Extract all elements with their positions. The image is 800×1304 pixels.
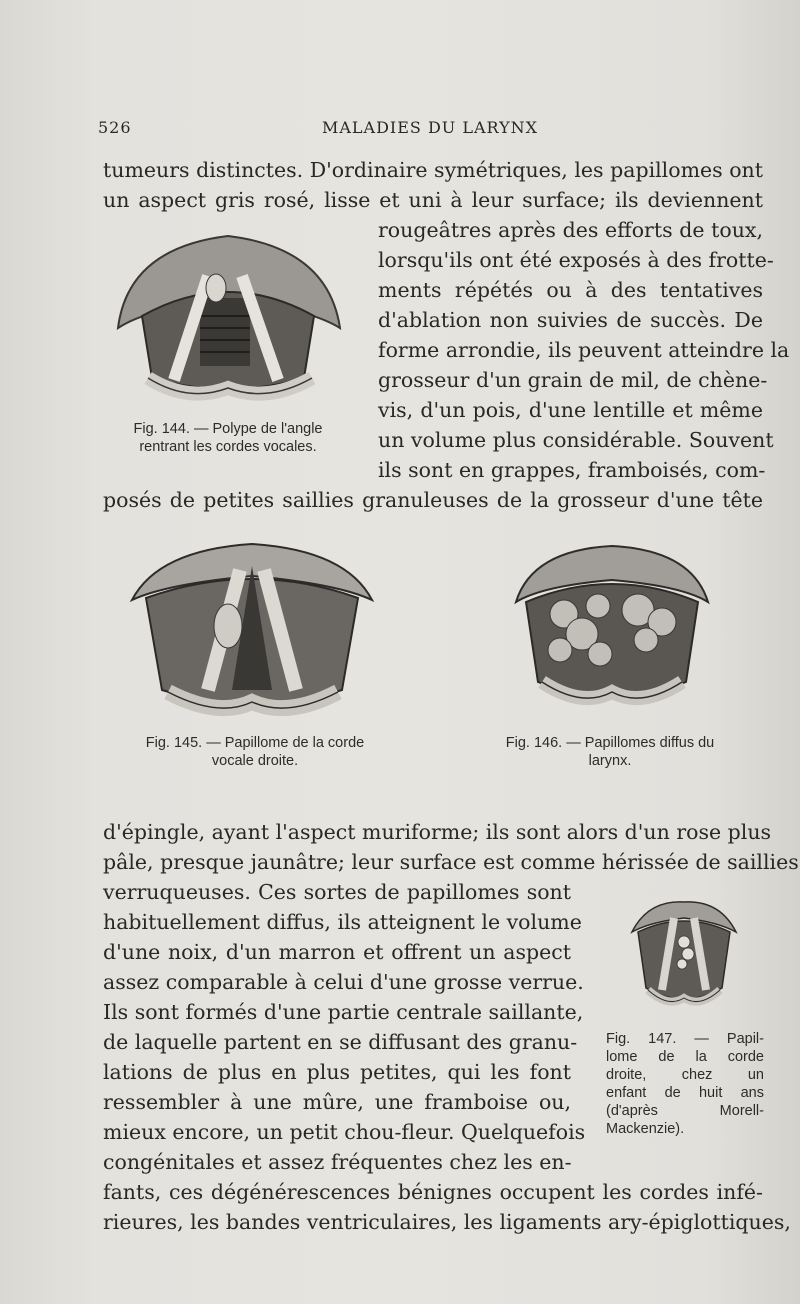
figure-144-illustration — [108, 228, 348, 408]
text-line: posés de petites saillies granuleuses de la grosseur d'une tête — [103, 488, 763, 512]
text-line: rougeâtres après des efforts de toux, — [378, 218, 763, 242]
text-line: tumeurs distinctes. D'ordinaire symétriques, les papillomes ont — [103, 158, 763, 182]
caption-line: (d'après Morell- — [606, 1103, 764, 1119]
text-line: habituellement diffus, ils atteignent le volume — [103, 910, 582, 934]
text-line: pâle, presque jaunâtre; leur surface est comme hérissée de saillies — [103, 850, 799, 874]
text-line: d'ablation non suivies de succès. De — [378, 308, 763, 332]
text-line: d'épingle, ayant l'aspect muriforme; ils sont alors d'un rose plus — [103, 820, 772, 844]
caption-line: Fig. 144. — Polype de l'angle — [133, 421, 323, 437]
text-line: forme arrondie, ils peuvent atteindre la — [378, 338, 790, 362]
text-line: ressembler à une mûre, une framboise ou, — [103, 1090, 571, 1114]
text-line: Ils sont formés d'une partie centrale saillante, — [103, 1000, 584, 1024]
text-line: grosseur d'un grain de mil, de chène- — [378, 368, 768, 392]
figure-144-caption — [100, 420, 356, 456]
text-line: d'une noix, d'un marron et offrent un aspect — [103, 940, 571, 964]
text-line: de laquelle partent en se diffusant des granu- — [103, 1030, 578, 1054]
caption-line: lome de la corde — [606, 1049, 764, 1065]
figure-146-illustration — [512, 542, 712, 712]
figure-147-caption — [606, 1030, 764, 1138]
text-line: ments répétés ou à des tentatives — [378, 278, 763, 302]
caption-line: rentrant les cordes vocales. — [139, 439, 317, 455]
caption-line: droite, chez un — [606, 1067, 764, 1083]
text-line: ils sont en grappes, framboisés, com- — [378, 458, 766, 482]
text-line: rieures, les bandes ventriculaires, les ligaments ary-épiglottiques, — [103, 1210, 791, 1234]
text-line: un volume plus considérable. Souvent — [378, 428, 774, 452]
caption-line: Mackenzie). — [606, 1121, 685, 1137]
text-line: un aspect gris rosé, lisse et uni à leur surface; ils deviennent — [103, 188, 763, 212]
text-line: lations de plus en plus petites, qui les font — [103, 1060, 571, 1084]
figure-146-caption — [454, 734, 766, 770]
figure-145-illustration — [128, 540, 376, 720]
caption-line: Fig. 147. — Papil- — [606, 1031, 764, 1047]
figure-145-caption — [96, 734, 414, 770]
figure-147-illustration — [628, 898, 740, 1012]
caption-line: larynx. — [588, 753, 632, 769]
caption-line: vocale droite. — [211, 753, 299, 769]
text-line: fants, ces dégénérescences bénignes occupent les cordes infé- — [103, 1180, 763, 1204]
running-title: MALADIES DU LARYNX — [321, 118, 539, 137]
text-line: lorsqu'ils ont été exposés à des frotte- — [378, 248, 774, 272]
text-line: mieux encore, un petit chou-fleur. Quelquefois — [103, 1120, 586, 1144]
text-line: assez comparable à celui d'une grosse verrue. — [103, 970, 584, 994]
text-line: congénitales et assez fréquentes chez les en- — [103, 1150, 572, 1174]
text-line: verruqueuses. Ces sortes de papillomes sont — [103, 880, 571, 904]
page-header — [98, 118, 762, 142]
caption-line: enfant de huit ans — [606, 1085, 764, 1101]
page-number: 526 — [98, 118, 132, 137]
caption-line: Fig. 146. — Papillomes diffus du — [505, 735, 715, 751]
text-line: vis, d'un pois, d'une lentille et même — [378, 398, 763, 422]
caption-line: Fig. 145. — Papillome de la corde — [145, 735, 365, 751]
